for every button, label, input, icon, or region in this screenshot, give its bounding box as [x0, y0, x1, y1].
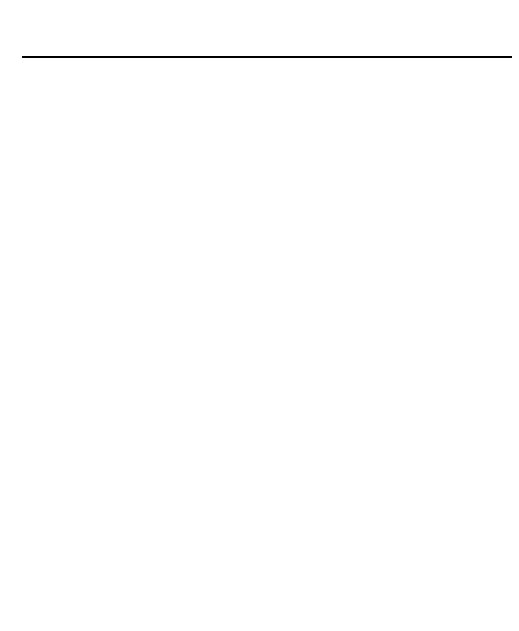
header-a2	[434, 57, 460, 58]
gmdss-requirements-table	[22, 56, 512, 58]
header-a3	[460, 57, 486, 58]
table-header-row	[23, 57, 512, 58]
header-equipment	[23, 57, 408, 58]
header-a1	[408, 57, 434, 58]
header-a4	[486, 57, 512, 58]
